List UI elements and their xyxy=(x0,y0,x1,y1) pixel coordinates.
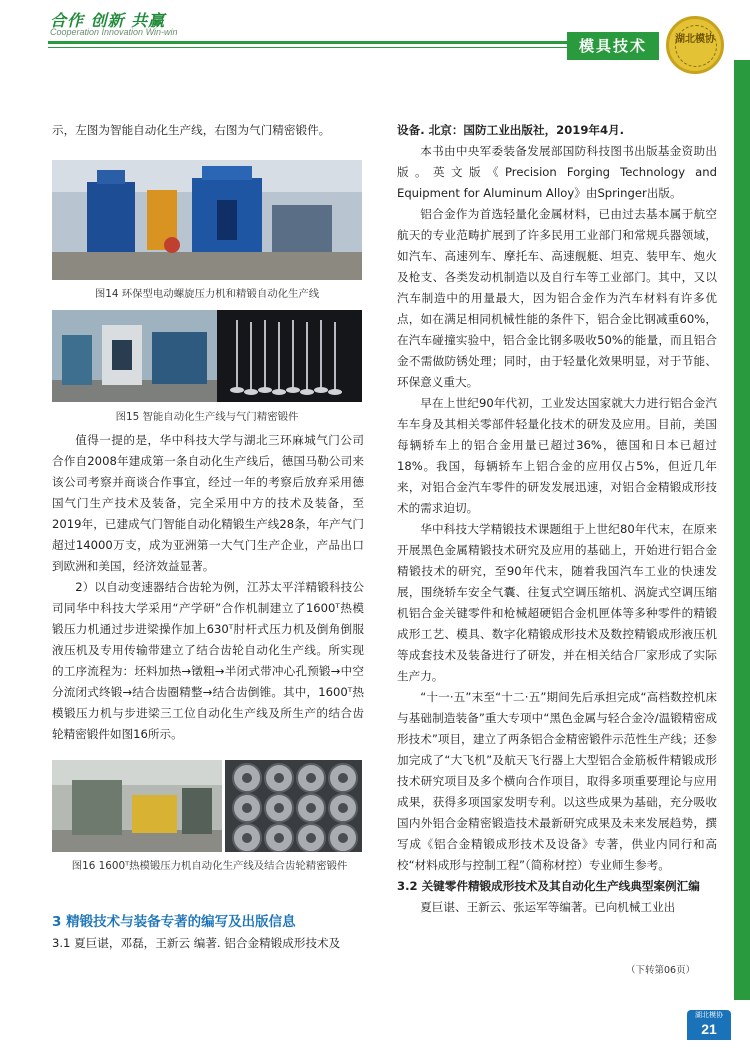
right-paragraph-2: 铝合金作为首选轻量化金属材料，已由过去基本属于航空航天的专业范畴扩展到了许多民用工业部门和常规兵器领域，如汽车、高速列车、摩托车、高速舰艇、坦克、装甲车、炮火及枪支、各类发动机制造以及自行车等工业部门。其中，又以汽车制造中的用量最大，因为铝合金作为汽车材料有许多优点，如在满足相同机械性能的条件下，铝合金比钢减重60%，在汽车碰撞实验中，铝合金比钢多吸收50%的能量，而且铝合金不需做防锈处理；同时，由于轻量化效果明显，对于节能、环保意义重大。 xyxy=(397,207,717,389)
figure-15-left-image xyxy=(52,310,217,402)
left-paragraph-0: 示，左图为智能自动化生产线，右图为气门精密锻件。 xyxy=(52,123,331,137)
figure-14-caption: 图14 环保型电动螺旋压力机和精锻自动化生产线 xyxy=(94,288,320,300)
header-rule-thin xyxy=(48,47,588,48)
page-number-badge xyxy=(687,1010,731,1040)
right-subheading-3-2: 3.2 关键零件精锻成形技术及其自动化生产线典型案例汇编 xyxy=(397,879,700,893)
left-paragraph-3: 3.1 夏巨谌，邓磊，王新云 编著. 铝合金精锻成形技术及 xyxy=(52,936,341,950)
side-stripe xyxy=(734,60,750,1000)
section-heading-3: 3 精锻技术与装备专著的编写及出版信息 xyxy=(52,914,296,930)
page-number: 21 xyxy=(701,1021,717,1037)
right-paragraph-4: 华中科技大学精锻技术课题组于上世纪80年代末，在原来开展黑色金属精锻技术研究及应用的基础上，开始进行铝合金精锻技术的研究，至90年代末，随着我国汽车工业的快速发展，围绕轿车安全气囊、往复式空调压缩机、涡旋式空调压缩机铝合金关键零件和枪械超硬铝合金机匣体等多种零件的精锻成形工艺、模具、数字化精锻成形技术及数控精锻成形液压机等成套技术及装备进行了研发，并在相关结合厂家形成了实际生产力。 xyxy=(397,522,717,683)
logo-ring xyxy=(675,25,717,67)
figure-15-caption: 图15 智能自动化生产线与气门精密锻件 xyxy=(115,411,299,423)
header-slogan: 合作 创新 共赢 xyxy=(50,11,166,30)
section-tab: 模具技术 xyxy=(567,32,659,60)
right-paragraph-5: “十一·五”末至“十二·五”期间先后承担完成“高档数控机床与基础制造装备”重大专项中“黑色金属与轻合金冷/温锻精密成形技术”项目，建立了两条铝合金精密锻件示范性生产线；还参加完成了“大飞机”及航天飞行器上大型铝合金筋板件精锻成形技术研究项目及多个横向合作项目，取得多项重要理论与应用成果，获得多项国家发明专利。以这些成果为基础，充分吸收国内外铝合金精密锻造技术最新研究成果及未来发展趋势，撰写成《铝合金精锻成形技术及设备》专著，供业内同行和高校“材料成形与控制工程”（简称材控）专业师生参考。 xyxy=(397,690,717,872)
right-paragraph-7: 夏巨谌、王新云、张运军等编著。已向机械工业出 xyxy=(420,900,676,914)
association-logo-icon xyxy=(666,16,724,74)
header-rule xyxy=(48,41,608,44)
page-header xyxy=(0,0,750,60)
figure-14-image xyxy=(52,160,362,280)
left-tail xyxy=(52,933,367,954)
logo-text: 湖北模协 xyxy=(675,34,715,45)
left-paragraph-2: 2）以自动变速器结合齿轮为例，江苏太平洋精锻科技公司同华中科技大学采用“产学研”合作机制建立了1600ᵀ热模锻压力机通过步进梁操作加上630ᵀ肘杆式压力机及倒角倒服液压机及专用传输带建立了结合齿轮自动化生产线。所实现的工序流程为：坯料加热→镦粗→半闭式带冲心孔预锻→中空分流闭式终锻→结合齿圈精整→结合齿倒锥。其中，1600ᵀ热模锻压力机与步进梁三工位自动化生产线及所生产的结合齿轮精密锻件如图16所示。 xyxy=(52,580,364,741)
right-paragraph-1: 本书由中央军委装备发展部国防科技图书出版基金资助出版。英文版《Precision Forging Technology and Equipment for Aluminum Alloy》由Springer出版。 xyxy=(397,144,717,200)
figure-15-right-image xyxy=(217,310,362,402)
left-intro xyxy=(52,120,362,141)
left-paragraph-1: 值得一提的是，华中科技大学与湖北三环麻城气门公司合作自2008年建成第一条自动化生产线后，德国马勒公司来该公司考察并商谈合作事宜，经过一年的考察后放弃采用德国气门生产技术及装备，完全采用中方的技术及装备，至2019年，已建成气门智能自动化精锻生产线28条，年产气门超过14000万支，成为亚洲第一大气门生产企业，产品出口到欧洲和美国，经济效益显著。 xyxy=(52,433,364,573)
right-paragraph-0: 设备. 北京：国防工业出版社，2019年4月. xyxy=(397,123,625,137)
figure-16-right-image xyxy=(225,760,362,852)
figure-16-left-image xyxy=(52,760,222,852)
header-slogan-en: Cooperation Innovation Win-win xyxy=(50,27,178,37)
continued-note: （下转第06页） xyxy=(626,965,696,976)
figure-16-caption: 图16 1600ᵀ热模锻压力机自动化生产线及结合齿轮精密锻件 xyxy=(71,860,348,872)
left-body xyxy=(52,430,364,745)
right-paragraph-3: 早在上世纪90年代初，工业发达国家就大力进行铝合金汽车车身及其相关零部件轻量化技术的研发及应用。目前，美国每辆轿车上的铝合金用量已超过36%，德国和日本已超过18%。我国，每辆轿车上铝合金的应用仅占5%，但近几年来，对铝合金汽车零件的研发发展迅速，对铝合金精锻成形技术的需求迫切。 xyxy=(397,396,717,515)
footer-brand: 湖北模协 xyxy=(695,1011,723,1019)
right-body xyxy=(397,120,717,918)
